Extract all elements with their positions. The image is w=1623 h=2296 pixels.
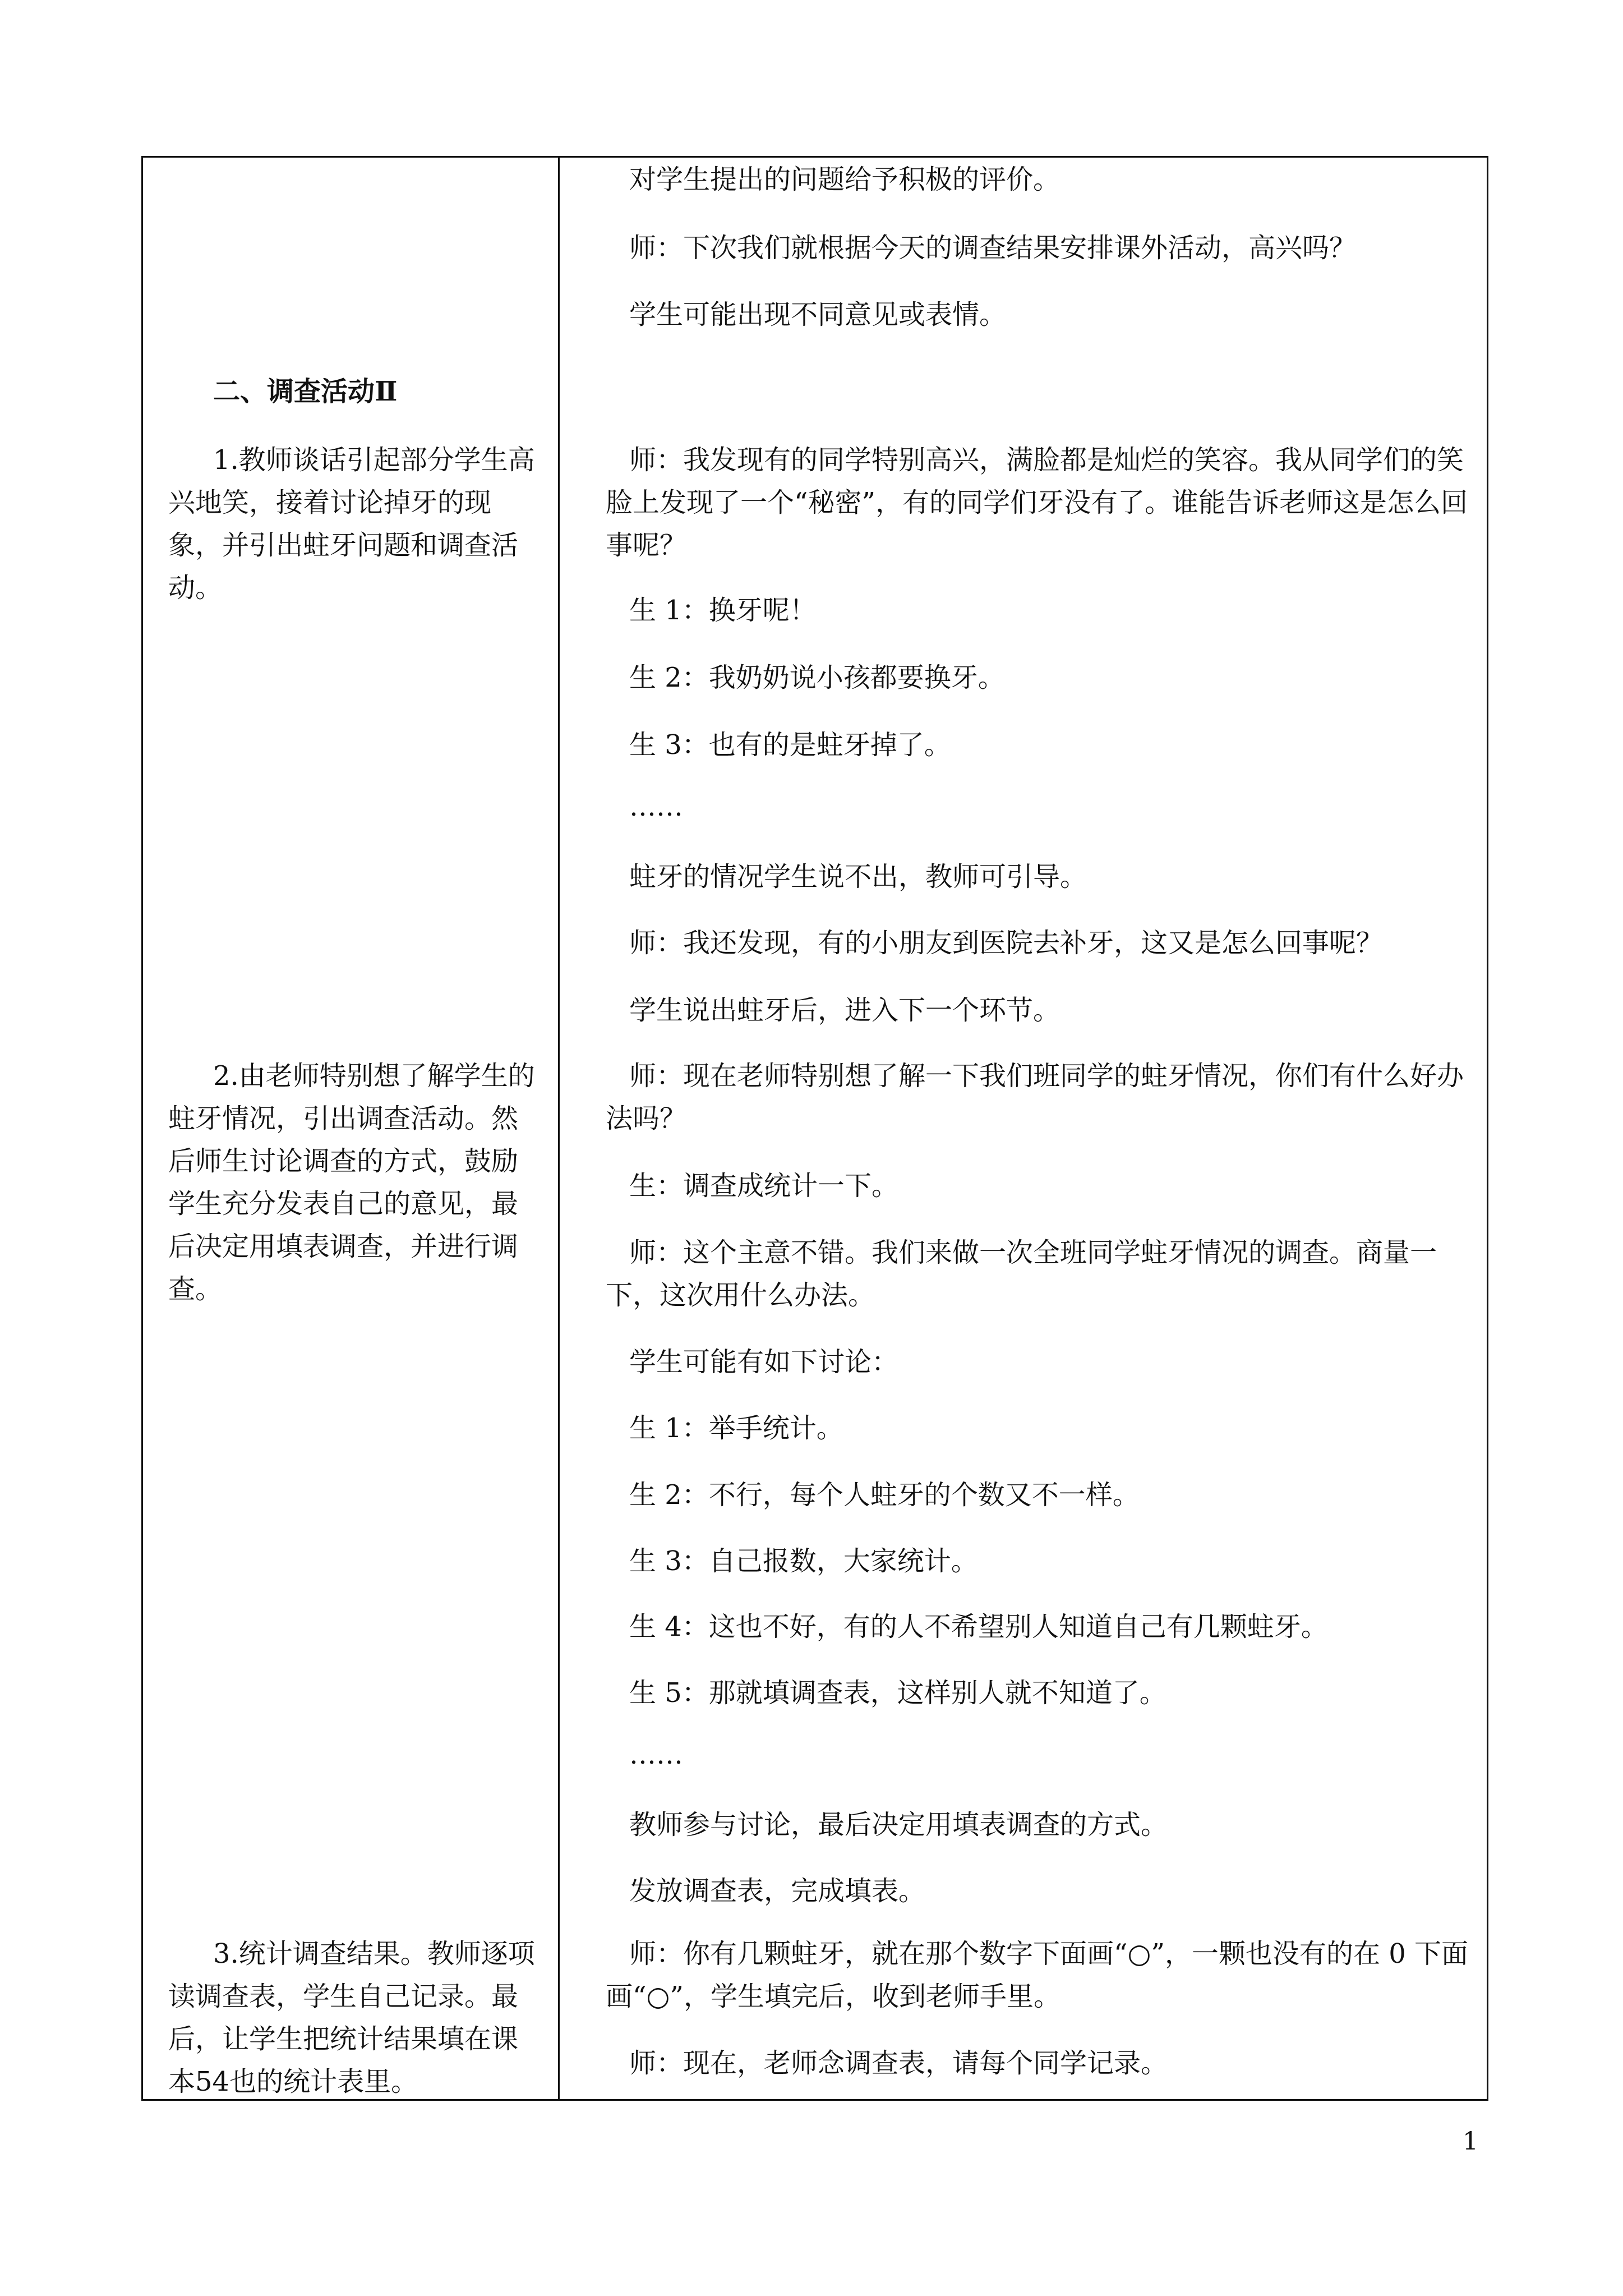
right-paragraph: 生：调查成统计一下。 [629, 1170, 899, 1202]
right-paragraph: 师：我还发现，有的小朋友到医院去补牙，这又是怎么回事呢？ [629, 927, 1384, 959]
right-paragraph: 生 4：这也不好，有的人不希望别人知道自己有几颗蛀牙。 [629, 1611, 1328, 1642]
right-paragraph: 师：现在老师特别想了解一下我们班同学的蛀牙情况，你们有什么好办法吗？ [606, 1060, 1464, 1134]
left-item-1: 1.教师谈话引起部分学生高兴地笑，接着讨论掉牙的现象，并引出蛀牙问题和调查活动。 [168, 444, 535, 604]
right-paragraph: 蛀牙的情况学生说不出，教师可引导。 [629, 861, 1087, 892]
right-paragraph: 对学生提出的问题给予积极的评价。 [629, 164, 1061, 195]
right-paragraph: 生 5：那就填调查表，这样别人就不知道了。 [629, 1677, 1166, 1709]
right-paragraph: 发放调查表，完成填表。 [629, 1875, 926, 1907]
right-paragraph: 学生可能有如下讨论： [629, 1346, 899, 1378]
right-paragraph: 教师参与讨论，最后决定用填表调查的方式。 [629, 1809, 1168, 1841]
right-paragraph: 师：我发现有的同学特别高兴，满脸都是灿烂的笑容。我从同学们的笑脸上发现了一个“秘密”，有的同学们牙没有了。谁能告诉老师这是怎么回事呢？ [606, 444, 1468, 561]
right-paragraph: 生 2：不行，每个人蛀牙的个数又不一样。 [629, 1479, 1140, 1511]
section-heading: 二、调查活动Ⅱ [213, 376, 398, 407]
right-paragraph: 师：现在，老师念调查表，请每个同学记录。 [629, 2047, 1168, 2079]
right-paragraph: …… [629, 1739, 683, 1770]
page-number: 1 [1463, 2127, 1478, 2156]
right-paragraph: 生 3：也有的是蛀牙掉了。 [629, 729, 951, 761]
right-paragraph: 师：你有几颗蛀牙，就在那个数字下面画“○”，一颗也没有的在 0 下面画“○”，学生填完后，收到老师手里。 [606, 1938, 1469, 2012]
right-paragraph: 师：这个主意不错。我们来做一次全班同学蛀牙情况的调查。商量一下，这次用什么办法。 [606, 1237, 1437, 1311]
right-paragraph: 师：下次我们就根据今天的调查结果安排课外活动，高兴吗？ [629, 232, 1357, 264]
right-paragraph: 学生可能出现不同意见或表情。 [629, 299, 1007, 330]
right-paragraph: 生 2：我奶奶说小孩都要换牙。 [629, 662, 1005, 693]
right-paragraph: 学生说出蛀牙后，进入下一个环节。 [629, 995, 1061, 1026]
right-paragraph: 生 1：举手统计。 [629, 1412, 843, 1444]
right-paragraph: …… [629, 791, 683, 822]
left-item-2: 2.由老师特别想了解学生的蛀牙情况，引出调查活动。然后师生讨论调查的方式，鼓励学生充分发表自己的意见，最后决定用填表调查，并进行调查。 [168, 1060, 535, 1305]
column-divider [558, 156, 560, 2101]
left-item-3: 3.统计调查结果。教师逐项读调查表，学生自己记录。最后，让学生把统计结果填在课本54也的统计表里。 [168, 1938, 535, 2097]
right-paragraph: 生 3：自己报数，大家统计。 [629, 1545, 978, 1577]
right-paragraph: 生 1：换牙呢！ [629, 595, 817, 626]
